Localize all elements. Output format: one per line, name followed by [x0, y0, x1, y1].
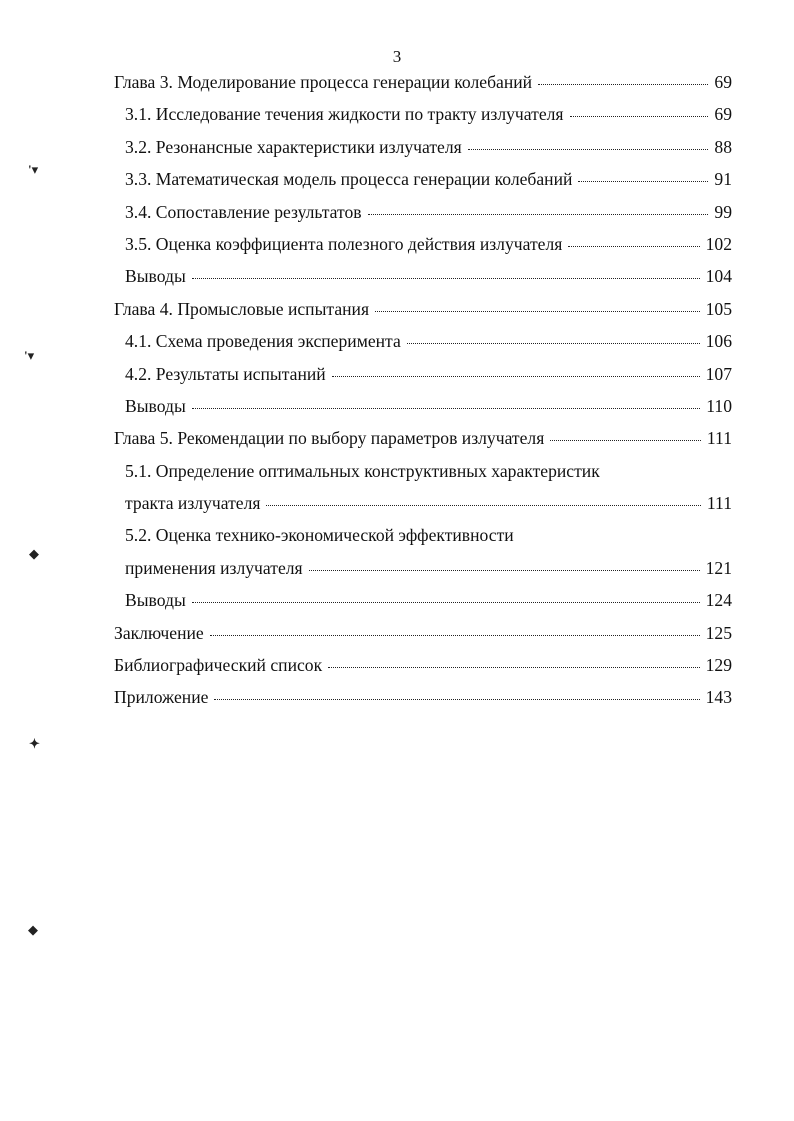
dot-leader [192, 407, 700, 409]
toc-entry-title: 4.2. Результаты испытаний [125, 363, 326, 384]
scan-mark: '▾ [24, 348, 35, 363]
toc-entry-page: 106 [705, 331, 732, 352]
dot-leader [332, 375, 700, 377]
dot-leader [192, 601, 700, 603]
toc-entry-page: 69 [714, 72, 732, 92]
toc-entry-title: Глава 5. Рекомендации по выбору параметров излучателя [114, 428, 545, 449]
toc-entry [114, 655, 732, 687]
toc-entry-page: 107 [705, 363, 732, 384]
scan-mark: ◆ [29, 546, 39, 561]
dot-leader [468, 148, 709, 150]
toc-entry-page: 99 [714, 201, 732, 222]
toc-entry-title: Заключение [114, 622, 204, 643]
toc-entry-page: 143 [705, 687, 732, 708]
toc-entry-continuation [114, 493, 732, 525]
toc-entry-title: Приложение [114, 687, 209, 708]
dot-leader [375, 310, 700, 312]
toc-entry [114, 169, 732, 201]
table-of-contents [114, 72, 732, 720]
toc-entry-title: Глава 3. Моделирование процесса генерации колебаний [114, 72, 533, 92]
toc-entry-page: 125 [705, 622, 732, 643]
toc-entry [114, 202, 732, 234]
dot-leader [328, 666, 699, 668]
dot-leader [570, 115, 709, 117]
toc-entry-title: 4.1. Схема проведения эксперимента [125, 331, 401, 352]
toc-entry-title: 5.1. Определение оптимальных конструктивных характеристик [125, 460, 600, 481]
dot-leader [266, 504, 700, 506]
toc-entry-page: 105 [705, 298, 732, 319]
toc-entry-title: Выводы [125, 395, 186, 416]
toc-entry [114, 687, 732, 719]
dot-leader [368, 213, 709, 215]
toc-entry-page: 102 [705, 233, 732, 254]
toc-entry-page: 121 [705, 557, 732, 578]
toc-entry-title: Библиографический список [114, 655, 323, 676]
dot-leader [309, 569, 700, 571]
dot-leader [214, 698, 699, 700]
toc-entry [114, 72, 732, 104]
toc-entry-title: 3.4. Сопоставление результатов [125, 201, 362, 222]
toc-entry-page: 129 [705, 655, 732, 676]
toc-entry-page: 111 [706, 493, 732, 514]
dot-leader [550, 439, 701, 441]
toc-entry [114, 104, 732, 136]
toc-entry [114, 525, 732, 557]
toc-entry-title: Глава 4. Промысловые испытания [114, 298, 370, 319]
dot-leader [568, 245, 699, 247]
dot-leader [407, 342, 700, 344]
toc-entry-page: 69 [714, 104, 732, 125]
scan-mark: '▾ [28, 162, 39, 177]
toc-entry-page: 91 [714, 169, 732, 190]
toc-entry-title: Выводы [125, 590, 186, 611]
toc-entry [114, 396, 732, 428]
toc-entry-title: 3.1. Исследование течения жидкости по тракту излучателя [125, 104, 564, 125]
toc-entry-title: 3.2. Резонансные характеристики излучателя [125, 136, 462, 157]
toc-entry-title-continuation: тракта излучателя [125, 493, 261, 514]
toc-entry-page: 110 [706, 395, 732, 416]
toc-entry [114, 590, 732, 622]
toc-entry-page: 124 [705, 590, 732, 611]
toc-entry-page: 104 [705, 266, 732, 287]
toc-entry [114, 428, 732, 460]
toc-entry-title: 3.5. Оценка коэффициента полезного действия излучателя [125, 233, 563, 254]
toc-entry-title-continuation: применения излучателя [125, 557, 303, 578]
toc-entry [114, 364, 732, 396]
toc-entry [114, 299, 732, 331]
dot-leader [538, 83, 708, 85]
toc-entry [114, 331, 732, 363]
toc-entry [114, 266, 732, 298]
toc-entry [114, 461, 732, 493]
dot-leader [192, 277, 700, 279]
dot-leader [578, 180, 708, 182]
toc-entry-title: 3.3. Математическая модель процесса генерации колебаний [125, 169, 573, 190]
toc-entry-title: Выводы [125, 266, 186, 287]
toc-entry-page: 88 [714, 136, 732, 157]
scan-mark: ✦ [29, 736, 40, 751]
page-number: 3 [392, 47, 402, 66]
toc-entry [114, 234, 732, 266]
scan-mark: ◆ [28, 922, 38, 937]
dot-leader [210, 634, 700, 636]
toc-entry-continuation [114, 558, 732, 590]
toc-entry-page: 111 [706, 428, 732, 449]
toc-entry-title: 5.2. Оценка технико-экономической эффективности [125, 525, 514, 546]
toc-entry [114, 623, 732, 655]
toc-entry [114, 137, 732, 169]
